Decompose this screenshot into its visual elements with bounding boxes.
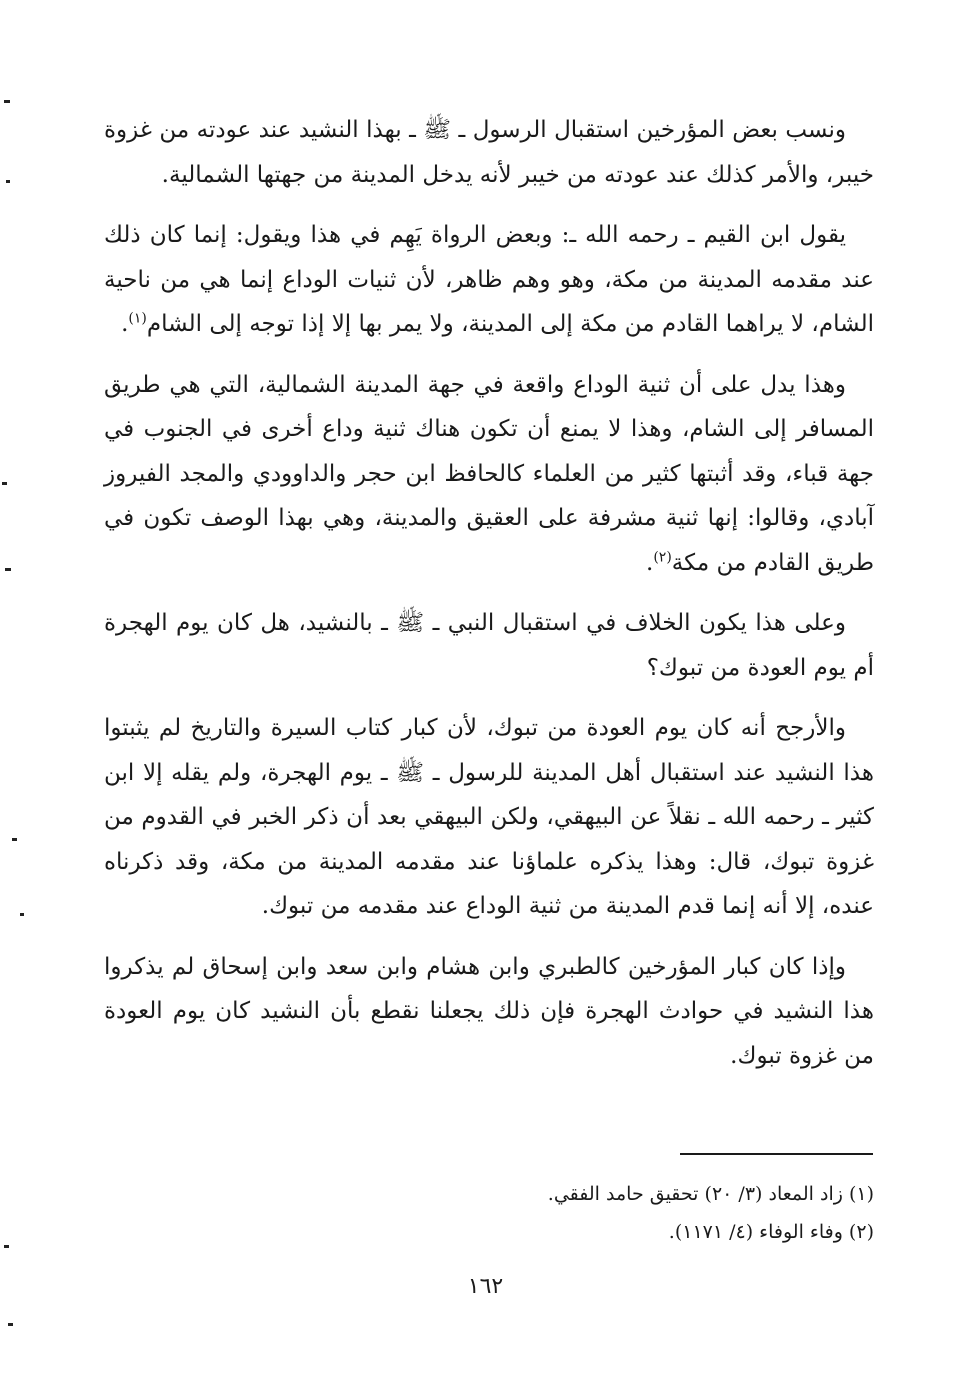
footnote-2: (٢) وفاء الوفاء (٤/ ١١٧١).: [668, 1221, 874, 1243]
paragraph-4: وعلى هذا يكون الخلاف في استقبال النبي ـ ﷺ ـ بالنشيد، هل كان يوم الهجرة أم يوم العودة من تبوك؟: [104, 610, 874, 681]
paragraph-1: ونسب بعض المؤرخين استقبال الرسول ـ ﷺ ـ بهذا النشيد عند عودته من غزوة خيبر، والأمر كذلك عند عودته من خيبر لأنه يدخل المدينة من جهتها الشمالية.: [104, 117, 874, 188]
paragraph-5: والأرجح أنه كان يوم العودة من تبوك، لأن كبار كتاب السيرة والتاريخ لم يثبتوا هذا النشيد عند استقبال أهل المدينة للرسول ـ ﷺ ـ يوم الهجرة، ولم يقله إلا ابن كثير ـ رحمه الله ـ نقلاً عن البيهقي، ولكن البيهقي بعد أن ذكر الخبر في القدوم من غزوة تبوك، قال: وهذا يذكره علماؤنا عند مقدمه المدينة من مكة، وقد ذكرناه عنده، إلا أنه إنما قدم المدينة من ثنية الوداع عند مقدمه من تبوك.: [104, 715, 874, 919]
scan-mark: [4, 1245, 9, 1248]
scan-mark: [12, 838, 17, 841]
main-text: [104, 108, 874, 1094]
paragraph-6: وإذا كان كبار المؤرخين كالطبري وابن هشام وابن سعد وابن إسحاق لم يذكروا هذا النشيد في حوادث الهجرة فإن ذلك يجعلنا نقطع بأن النشيد كان يوم العودة من غزوة تبوك.: [104, 953, 874, 1069]
paragraph-3: وهذا يدل على أن ثنية الوداع واقعة في جهة المدينة الشمالية، التي هي طريق المسافر إلى الشام، وهذا لا يمنع أن تكون هناك ثنية وداع أخرى في الجنوب في جهة قباء، وقد أثبتها كثير من العلماء كالحافظ ابن حجر والداوودي والمجد الفيروز آبادي، وقالوا: إنها ثنية مشرفة على العقيق والمدينة، وهي بهذا الوصف تكون في طريق القادم من مكة$^{(٢)}$.: [104, 371, 874, 576]
footnotes: [104, 1175, 874, 1251]
scan-mark: [20, 913, 24, 916]
scan-mark: [2, 482, 7, 485]
paragraph-2: يقول ابن القيم ـ رحمه الله ـ: وبعض الرواة يَهِم في هذا ويقول: إنما كان ذلك عند مقدمه المدينة من مكة، وهو وهم ظاهر، لأن ثنيات الوداع إنما هي من ناحية الشام، لا يراهما القادم من مكة إلى المدينة، ولا يمر بها إلا إذا توجه إلى الشام$^{(١)}$.: [104, 222, 874, 337]
footnote-ref-2[interactable]: (٢): [653, 548, 672, 565]
footnote-ref-1[interactable]: (١): [128, 310, 147, 327]
scan-mark: [6, 180, 10, 183]
scan-mark: [8, 1323, 13, 1326]
footnote-divider: [680, 1153, 873, 1155]
footnote-1: (١) زاد المعاد (٣/ ٢٠) تحقيق حامد الفقي.: [547, 1183, 874, 1205]
scan-mark: [4, 100, 10, 103]
page-number: ١٦٢: [467, 1274, 504, 1299]
scan-mark: [5, 568, 11, 571]
